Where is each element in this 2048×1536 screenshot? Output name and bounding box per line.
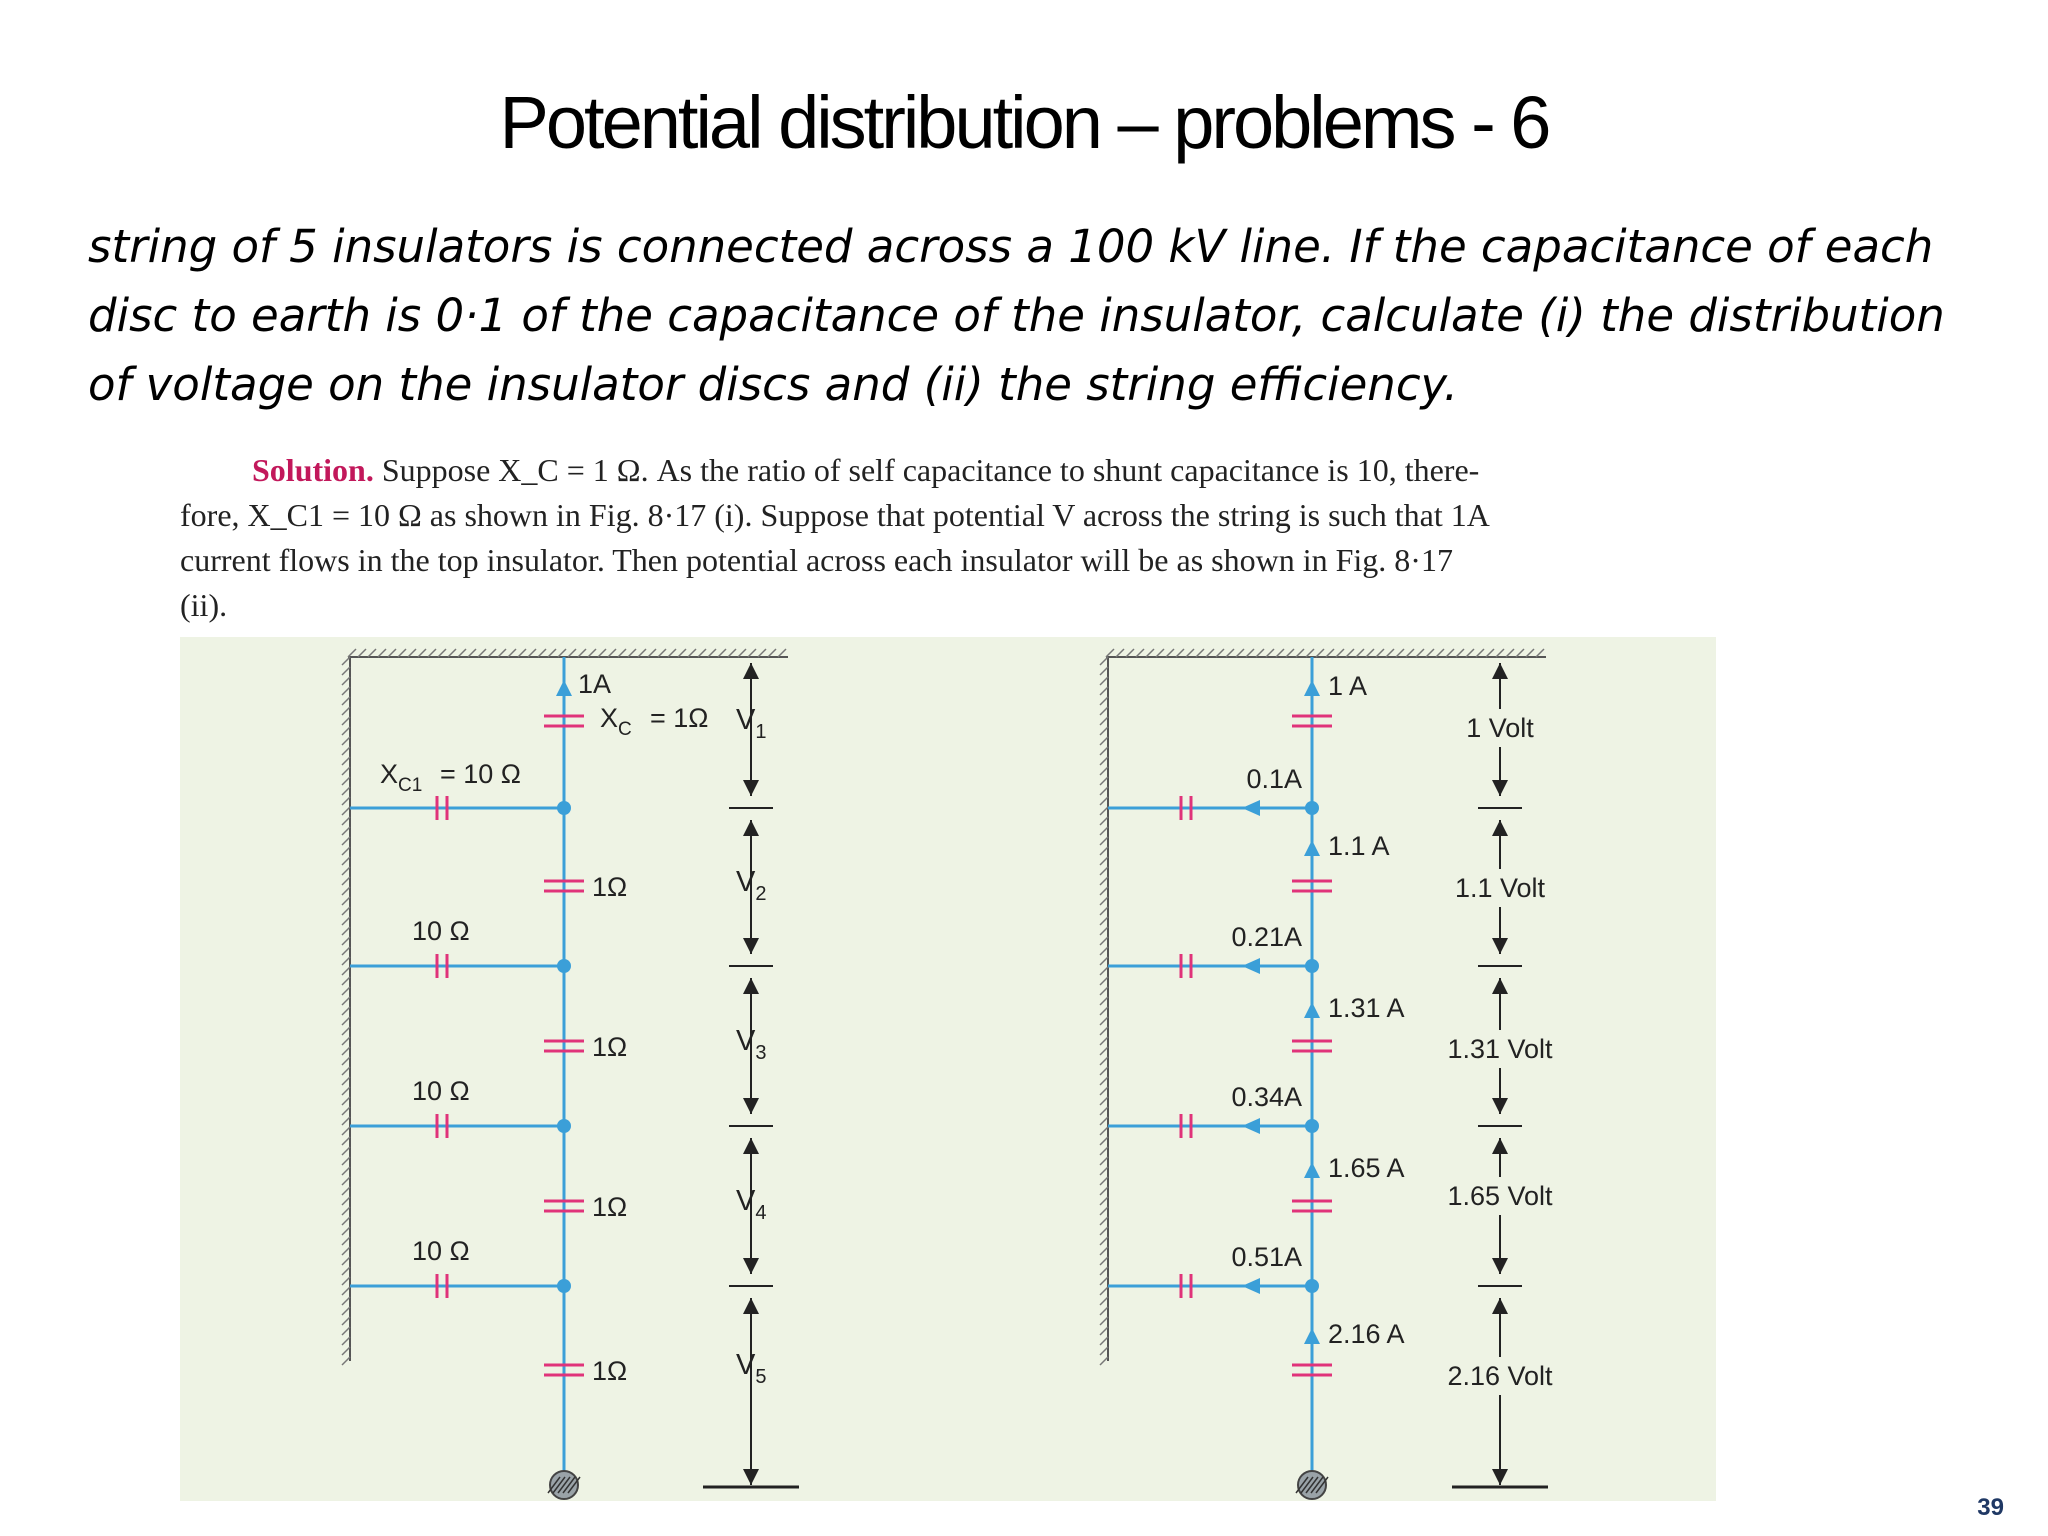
series-capacitor-label: 1Ω (592, 1032, 628, 1062)
volt-label: 1.31 Volt (1447, 1034, 1553, 1064)
xc-value: = 1Ω (650, 703, 709, 733)
junction-node (557, 801, 571, 815)
volt-label: 1.1 Volt (1454, 873, 1546, 903)
shunt-capacitor-label: 10 Ω (412, 1076, 470, 1106)
voltage-label-3: $V_3$ (736, 1025, 767, 1064)
junction-node (557, 1279, 571, 1293)
circuit-figure (180, 637, 1716, 1501)
current-label-top: 1A (578, 669, 612, 699)
series-capacitor-label: 1Ω (592, 1356, 628, 1386)
voltage-label-4: $V_4$ (736, 1185, 767, 1224)
junction-node (557, 959, 571, 973)
shunt-capacitor-label: 10 Ω (412, 1236, 470, 1266)
slide-title: Potential distribution – problems - 6 (499, 81, 1549, 164)
shunt-current-label: 0.1A (1246, 764, 1302, 794)
solution-line-1 (180, 448, 1720, 493)
string-current-label: 1.1 A (1328, 831, 1390, 861)
xc1-value: = 10 Ω (440, 759, 521, 789)
junction-node (1305, 1119, 1319, 1133)
solution-line-1-text: Suppose X_C = 1 Ω. As the ratio of self capacitance to shunt capacitance is 10, there- (381, 452, 1480, 488)
string-current-label: 1.31 A (1328, 993, 1405, 1023)
xc1-label: $X_{C1}$ (380, 759, 423, 796)
volt-label: 1.65 Volt (1447, 1181, 1553, 1211)
solution-line-4: (ii). (180, 587, 228, 623)
junction-node (1305, 801, 1319, 815)
series-capacitor-label: 1Ω (592, 1192, 628, 1222)
problem-statement: string of 5 insulators is connected across a 100 kV line. If the capacitance of each disc to earth is 0·1 of the capacitance of the insulator, calculate (i) the distribution of voltage on the insulator discs and (ii) the string efficiency. (88, 220, 1945, 411)
junction-node (557, 1119, 571, 1133)
solution-line-3: current flows in the top insulator. Then potential across each insulator will be as shown in Fig. 8·17 (180, 542, 1453, 578)
string-current-label: 1 A (1328, 671, 1368, 701)
shunt-current-label: 0.51A (1231, 1242, 1302, 1272)
shunt-capacitor-label: 10 Ω (412, 916, 470, 946)
page-number: 39 (1977, 1494, 2004, 1521)
shunt-current-label: 0.21A (1231, 922, 1302, 952)
series-capacitor-label: 1Ω (592, 872, 628, 902)
string-current-label: 1.65 A (1328, 1153, 1405, 1183)
solution-label: Solution. (252, 452, 374, 488)
voltage-label-2: $V_2$ (736, 866, 767, 905)
junction-node (1305, 959, 1319, 973)
solution-text (180, 448, 1720, 628)
shunt-current-label: 0.34A (1231, 1082, 1302, 1112)
voltage-label-5: $V_5$ (736, 1349, 767, 1388)
volt-label: 1 Volt (1466, 713, 1534, 743)
solution-line-2: fore, X_C1 = 10 Ω as shown in Fig. 8·17 (i). Suppose that potential V across the string is such that 1A (180, 497, 1490, 533)
volt-label: 2.16 Volt (1447, 1361, 1553, 1391)
junction-node (1305, 1279, 1319, 1293)
voltage-label-1: $V_1$ (736, 704, 767, 743)
xc-label: $X_C$ (600, 703, 632, 740)
string-current-label: 2.16 A (1328, 1319, 1405, 1349)
